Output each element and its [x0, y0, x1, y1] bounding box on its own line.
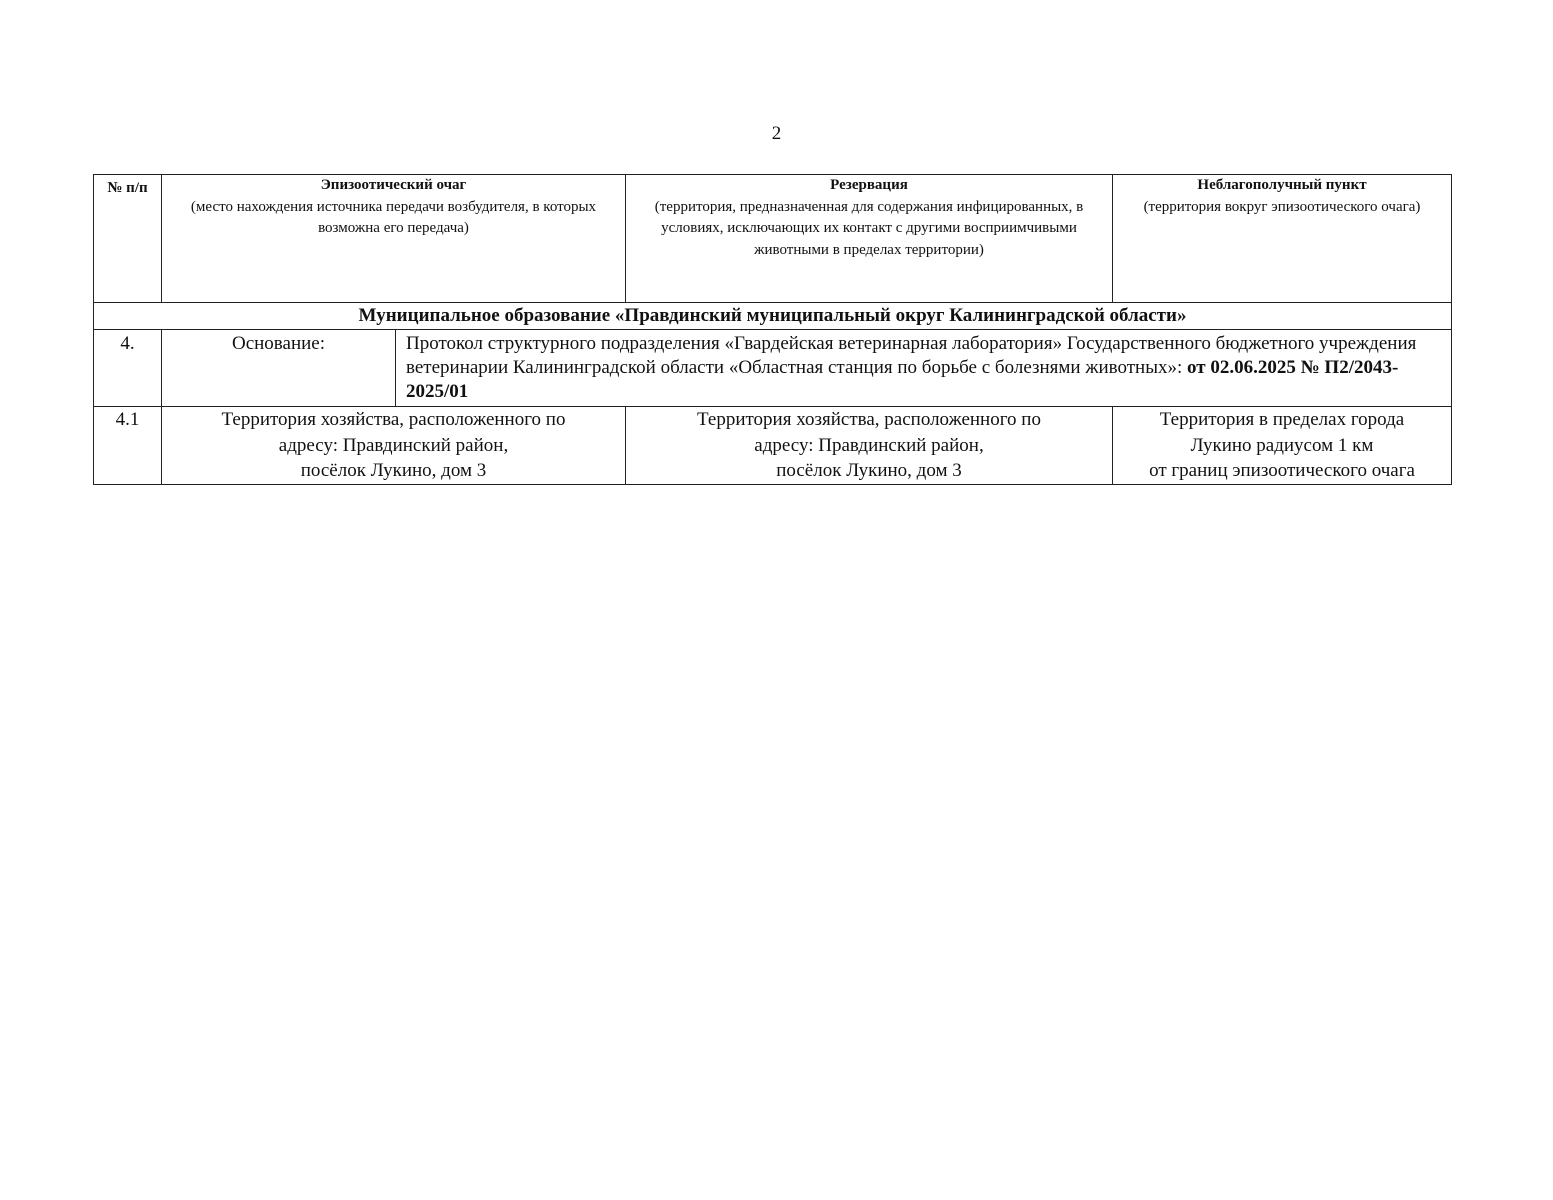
header-unsafe-point-subtitle: (территория вокруг эпизоотического очага) [1143, 198, 1421, 215]
item-focus-line1: Территория хозяйства, расположенного по [221, 409, 566, 430]
item-focus-line3: посёлок Лукино, дом 3 [300, 460, 487, 481]
basis-row [94, 330, 1452, 407]
quarantine-table [93, 174, 1452, 485]
section-title: Муниципальное образование «Правдинский муниципальный округ Калининградской области» [94, 303, 1452, 330]
basis-label: Основание: [162, 330, 396, 407]
basis-text [396, 330, 1452, 407]
header-unsafe-point [1113, 175, 1452, 303]
header-focus-subtitle: (место нахождения источника передачи возбудителя, в которых возможна его передача) [190, 198, 597, 236]
header-unsafe-point-title: Неблагополучный пункт [1197, 177, 1367, 193]
header-num: № п/п [94, 175, 162, 303]
header-reservation [626, 175, 1113, 303]
item-unsafe-point-line1: Территория в пределах города [1159, 409, 1405, 430]
page-number: 2 [771, 123, 782, 144]
item-focus-line2: адресу: Правдинский район, [278, 434, 509, 456]
item-reservation-line2: адресу: Правдинский район, [754, 434, 984, 456]
item-unsafe-point [1113, 407, 1452, 485]
header-reservation-title: Резервация [830, 177, 908, 193]
item-reservation-line1: Территория хозяйства, расположенного по [697, 409, 1041, 430]
basis-num: 4. [94, 330, 162, 407]
item-reservation [626, 407, 1113, 485]
header-reservation-subtitle: (территория, предназначенная для содержания инфицированных, в условиях, исключающих их контакт с другими восприимчивыми животными в пределах территории) [654, 198, 1084, 258]
table-row [94, 407, 1452, 485]
item-unsafe-point-line2: Лукино радиусом 1 км [1190, 434, 1374, 456]
basis-protocol-text: Протокол структурного подразделения «Гвардейская ветеринарная лаборатория» Государственного бюджетного учреждения ветеринарии Калининградской области «Областная станция по борьбе с болезнями животных»: [406, 333, 1417, 378]
item-focus [162, 407, 626, 485]
header-focus [162, 175, 626, 303]
basis-protocol-number: от 02.06.2025 № П2/2043-2025/01 [406, 357, 1399, 402]
header-focus-title: Эпизоотический очаг [320, 177, 467, 193]
item-unsafe-point-line3: от границ эпизоотического очага [1149, 460, 1415, 481]
item-num: 4.1 [94, 407, 162, 485]
section-row [94, 303, 1452, 330]
item-reservation-line3: посёлок Лукино, дом 3 [776, 460, 962, 481]
table-header-row [94, 175, 1452, 303]
